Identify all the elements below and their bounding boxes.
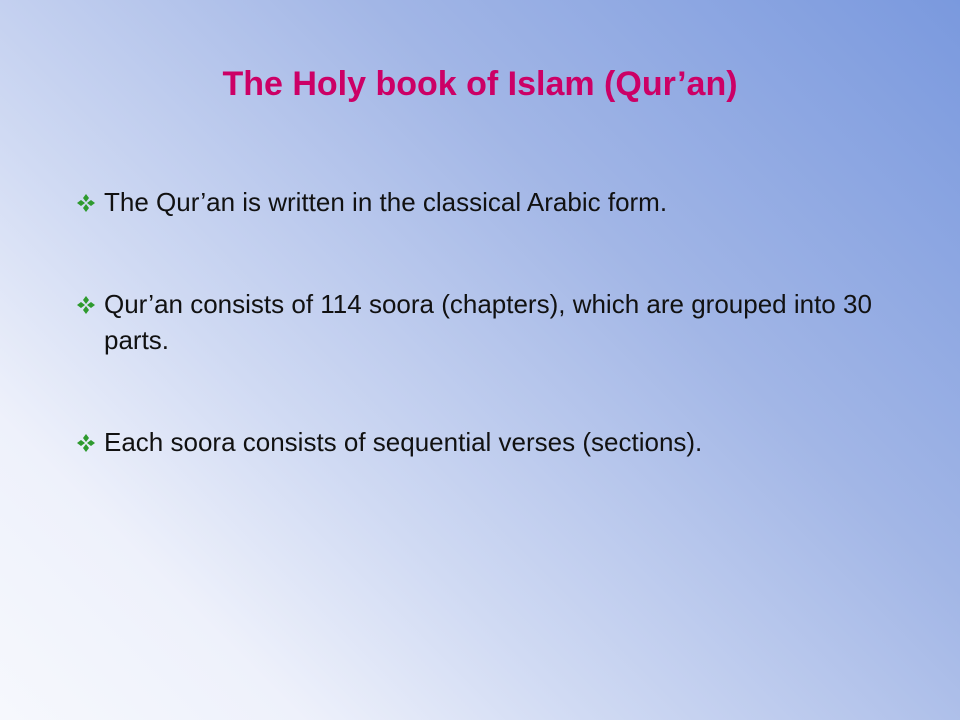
bullet-text: Qur’an consists of 114 soora (chapters), which are grouped into 30 parts. [104, 289, 872, 355]
bullet-list [76, 184, 896, 460]
bullet-item [76, 424, 896, 460]
bullet-item [76, 184, 896, 220]
slide-title: The Holy book of Islam (Qur’an) [222, 65, 738, 103]
four-diamond-bullet-icon [76, 433, 98, 453]
bullet-item [76, 286, 896, 358]
bullet-text: Each soora consists of sequential verses (sections). [104, 427, 703, 457]
four-diamond-bullet-icon [76, 193, 98, 213]
four-diamond-bullet-icon [76, 295, 98, 315]
bullet-text: The Qur’an is written in the classical Arabic form. [104, 187, 668, 217]
